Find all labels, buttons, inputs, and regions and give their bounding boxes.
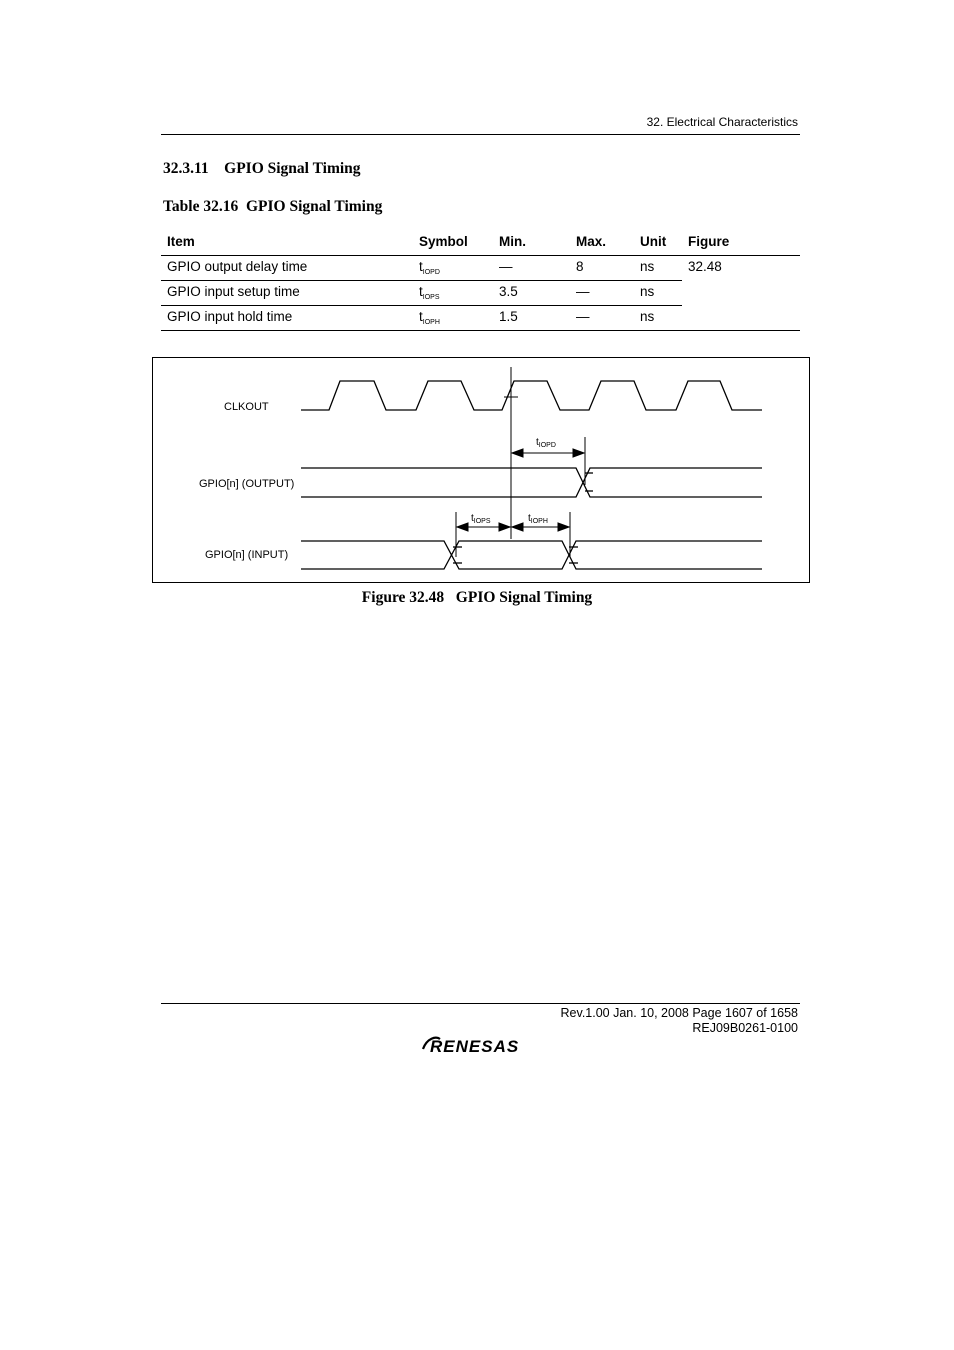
column-header-max: Max.: [570, 228, 634, 256]
symbol-main: t: [419, 284, 423, 299]
table-title: Table 32.16 GPIO Signal Timing: [163, 198, 383, 215]
symbol-subscript: IOPH: [422, 319, 440, 326]
cell-max: —: [570, 306, 634, 331]
timing-diagram: [152, 357, 810, 583]
symbol-subscript: IOPS: [422, 294, 440, 301]
footer-doc-number: REJ09B0261-0100: [692, 1021, 798, 1035]
cell-symbol: [413, 281, 493, 306]
symbol-main: t: [419, 309, 423, 324]
column-header-symbol: Symbol: [413, 228, 493, 256]
cell-max: 8: [570, 256, 634, 281]
cell-min: —: [493, 256, 570, 281]
gpio-output-waveform: [301, 468, 762, 497]
footer-revision: Rev.1.00 Jan. 10, 2008 Page 1607 of 1658: [560, 1006, 798, 1020]
gpio-input-waveform: [301, 541, 762, 569]
footer-rule: [161, 1003, 800, 1004]
column-header-figure: Figure: [682, 228, 800, 256]
figure-caption: Figure 32.48 GPIO Signal Timing: [361, 589, 593, 606]
cell-unit: ns: [634, 281, 682, 306]
cell-unit: ns: [634, 256, 682, 281]
tioph-label: $t_{IOPH}$: [528, 513, 548, 525]
symbol-subscript: IOPD: [422, 269, 440, 276]
table-header-row: [161, 228, 800, 256]
tiops-label: $t_{IOPS}$: [471, 513, 491, 525]
cell-min: 1.5: [493, 306, 570, 331]
clkout-label: CLKOUT: [224, 401, 269, 413]
cell-item: GPIO output delay time: [161, 256, 413, 281]
cell-min: 3.5: [493, 281, 570, 306]
tiopd-label: $t_{IOPD}$: [536, 437, 556, 449]
table-row: [161, 256, 800, 281]
cell-symbol: [413, 256, 493, 281]
cell-item: GPIO input setup time: [161, 281, 413, 306]
cell-unit: ns: [634, 306, 682, 331]
cell-figure: 32.48: [682, 256, 800, 331]
column-header-item: Item: [161, 228, 413, 256]
column-header-unit: Unit: [634, 228, 682, 256]
header-rule: [161, 134, 800, 135]
symbol-main: t: [419, 259, 423, 274]
section-title: 32.3.11 GPIO Signal Timing: [163, 160, 361, 177]
renesas-logo: [420, 1032, 544, 1058]
gpio-input-label: GPIO[n] (INPUT): [205, 549, 289, 561]
running-header: 32. Electrical Characteristics: [646, 115, 798, 129]
gpio-timing-table: [161, 228, 800, 331]
cell-max: —: [570, 281, 634, 306]
logo-wordmark: RENESAS: [430, 1037, 520, 1056]
cell-item: GPIO input hold time: [161, 306, 413, 331]
cell-symbol: [413, 306, 493, 331]
gpio-output-label: GPIO[n] (OUTPUT): [199, 478, 295, 490]
column-header-min: Min.: [493, 228, 570, 256]
clkout-waveform: [301, 381, 762, 410]
